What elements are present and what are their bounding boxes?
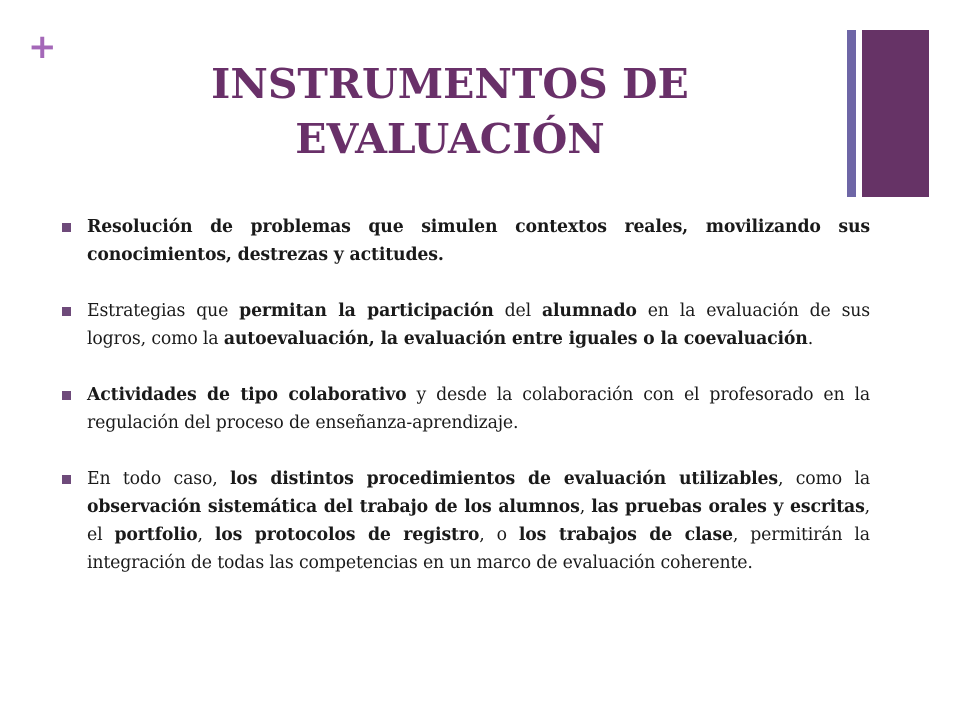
bullet-list (62, 213, 870, 577)
bold-text-segment: los trabajos de clase (518, 525, 733, 545)
bullet-4-text (87, 469, 870, 573)
bullet-2-text (87, 301, 870, 349)
text-segment: Estrategias que (87, 301, 240, 321)
text-segment: . (807, 329, 814, 349)
bold-text-segment: permitan la participación (239, 301, 494, 321)
bold-text-segment: autoevaluación, la evaluación entre iguales o la coevaluación (223, 329, 808, 349)
slide-title-line-2: EVALUACIÓN (295, 115, 605, 163)
bullet-item-4 (62, 465, 870, 577)
square-bullet-icon (62, 475, 71, 484)
square-bullet-icon (62, 391, 71, 400)
slide-title-line-1: INSTRUMENTOS DE (211, 60, 689, 108)
square-bullet-icon (62, 223, 71, 232)
bullet-3-text (87, 385, 870, 433)
text-segment: y desde la colaboración con el profesorado en la regulación del proceso de enseñanza-aprendizaje. (87, 385, 870, 433)
text-segment: , el (87, 497, 871, 545)
bullet-1-text (87, 217, 870, 265)
text-segment: en la evaluación de sus logros, como la (87, 301, 871, 349)
bold-text-segment: Resolución de problemas que simulen contextos reales, movilizando sus conocimientos, destrezas y actitudes. (87, 217, 870, 265)
bold-text-segment: observación sistemática del trabajo de los alumnos (87, 497, 580, 517)
bullet-item-2 (62, 297, 870, 353)
bold-text-segment: alumnado (541, 301, 637, 321)
text-segment: , como la (777, 469, 870, 489)
text-segment: del (493, 301, 542, 321)
text-segment: , o (479, 525, 519, 545)
bold-text-segment: los distintos procedimientos de evaluación utilizables (229, 469, 778, 489)
text-segment: , permitirán la integración de todas las competencias en un marco de evaluación coherente. (87, 525, 870, 573)
bold-text-segment: los protocolos de registro (214, 525, 480, 545)
decorative-bar-thick (862, 30, 929, 197)
bold-text-segment: portfolio (114, 525, 198, 545)
bullet-item-3 (62, 381, 870, 437)
slide-title (150, 57, 750, 167)
square-bullet-icon (62, 307, 71, 316)
bold-text-segment: Actividades de tipo colaborativo (87, 385, 407, 405)
text-segment: , (197, 525, 215, 545)
bullet-item-1 (62, 213, 870, 269)
text-segment: , (579, 497, 592, 517)
plus-icon: + (28, 27, 57, 67)
text-segment: En todo caso, (87, 469, 230, 489)
decorative-bar-thin (847, 30, 856, 197)
bold-text-segment: las pruebas orales y escritas (591, 497, 865, 517)
